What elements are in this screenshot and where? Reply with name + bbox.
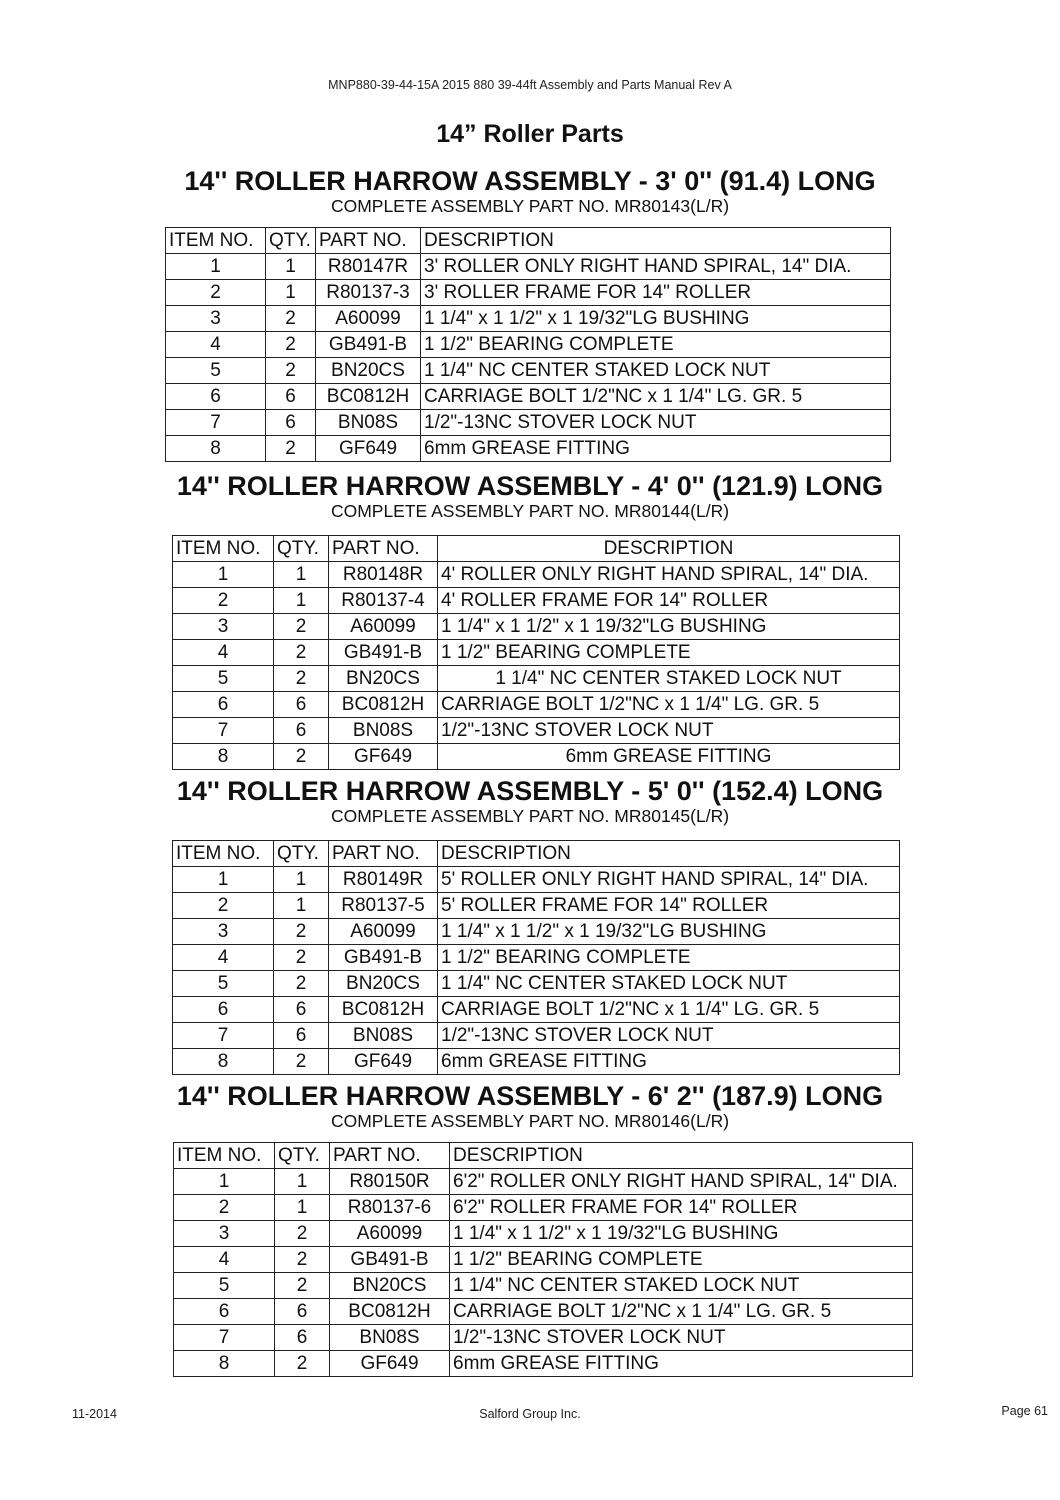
section-subtitle: COMPLETE ASSEMBLY PART NO. MR80144(L/R) [330,501,730,521]
description-cell: 6mm GREASE FITTING [421,436,891,462]
table-row [173,640,900,666]
part-number-cell: R80137-4 [329,588,438,614]
assembly-section-3ft [0,166,1060,216]
table-row [166,410,891,436]
column-header: DESCRIPTION [438,841,900,867]
item-number-cell: 6 [166,384,266,410]
item-number-cell: 4 [174,1247,275,1273]
description-cell: 6mm GREASE FITTING [438,744,900,770]
description-cell: 1 1/4" x 1 1/2" x 1 19/32"LG BUSHING [450,1221,913,1247]
quantity-cell: 2 [274,919,329,945]
description-cell: 1 1/4" x 1 1/2" x 1 19/32"LG BUSHING [438,614,900,640]
part-number-cell: BN08S [329,1023,438,1049]
table-row [174,1325,913,1351]
description-cell: CARRIAGE BOLT 1/2"NC x 1 1/4" LG. GR. 5 [438,997,900,1023]
item-number-cell: 1 [174,1169,275,1195]
item-number-cell: 5 [173,971,274,997]
description-cell: 5' ROLLER ONLY RIGHT HAND SPIRAL, 14" DIA. [438,867,900,893]
description-cell: 6'2" ROLLER FRAME FOR 14" ROLLER [450,1195,913,1221]
section-subtitle: COMPLETE ASSEMBLY PART NO. MR80145(L/R) [330,806,730,826]
item-number-cell: 7 [173,718,274,744]
quantity-cell: 2 [274,666,329,692]
part-number-cell: GB491-B [330,1247,450,1273]
part-number-cell: BN20CS [330,1273,450,1299]
table-row [173,718,900,744]
item-number-cell: 4 [166,332,266,358]
table-row [173,971,900,997]
part-number-cell: BC0812H [329,692,438,718]
table-row [173,562,900,588]
table-row [166,332,891,358]
part-number-cell: GF649 [330,1351,450,1377]
item-number-cell: 2 [166,280,266,306]
quantity-cell: 2 [274,1049,329,1075]
table-row [166,254,891,280]
description-cell: 1/2"-13NC STOVER LOCK NUT [421,410,891,436]
description-cell: 1/2"-13NC STOVER LOCK NUT [450,1325,913,1351]
part-number-cell: R80150R [330,1169,450,1195]
quantity-cell: 6 [274,1023,329,1049]
description-cell: 1 1/4" NC CENTER STAKED LOCK NUT [438,971,900,997]
part-number-cell: BN08S [330,1325,450,1351]
quantity-cell: 2 [275,1247,330,1273]
parts-table-6ft2 [173,1142,913,1377]
column-header: PART NO. [329,841,438,867]
item-number-cell: 8 [173,1049,274,1075]
quantity-cell: 2 [266,306,316,332]
table-row [174,1247,913,1273]
table-row [166,436,891,462]
column-header: PART NO. [329,536,438,562]
table-row [166,384,891,410]
table-row [173,919,900,945]
part-number-cell: GF649 [316,436,421,462]
part-number-cell: GF649 [329,744,438,770]
description-cell: 5' ROLLER FRAME FOR 14" ROLLER [438,893,900,919]
item-number-cell: 3 [173,614,274,640]
item-number-cell: 7 [173,1023,274,1049]
section-title: 14'' ROLLER HARROW ASSEMBLY - 4' 0'' (121.9) LONG [176,471,884,501]
part-number-cell: BC0812H [330,1299,450,1325]
table-row [173,588,900,614]
description-cell: CARRIAGE BOLT 1/2"NC x 1 1/4" LG. GR. 5 [421,384,891,410]
quantity-cell: 1 [274,588,329,614]
part-number-cell: BN08S [316,410,421,436]
item-number-cell: 2 [173,588,274,614]
item-number-cell: 8 [174,1351,275,1377]
part-number-cell: R80148R [329,562,438,588]
assembly-section-6ft2 [0,1081,1060,1131]
table-row [173,1023,900,1049]
quantity-cell: 1 [274,867,329,893]
description-cell: 1 1/2" BEARING COMPLETE [450,1247,913,1273]
column-header: ITEM NO. [174,1143,275,1169]
item-number-cell: 1 [166,254,266,280]
table-row [173,997,900,1023]
column-header: QTY. [266,228,316,254]
table-row [173,945,900,971]
part-number-cell: R80147R [316,254,421,280]
description-cell: 6'2" ROLLER ONLY RIGHT HAND SPIRAL, 14" DIA. [450,1169,913,1195]
description-cell: 4' ROLLER FRAME FOR 14" ROLLER [438,588,900,614]
section-subtitle: COMPLETE ASSEMBLY PART NO. MR80146(L/R) [330,1111,730,1131]
column-header: QTY. [274,536,329,562]
table-row [174,1221,913,1247]
part-number-cell: A60099 [329,919,438,945]
quantity-cell: 1 [274,562,329,588]
section-title: 14'' ROLLER HARROW ASSEMBLY - 5' 0'' (152.4) LONG [176,776,884,806]
table-row [166,306,891,332]
parts-table-3ft [165,227,891,462]
table-row [174,1299,913,1325]
item-number-cell: 6 [174,1299,275,1325]
quantity-cell: 2 [275,1221,330,1247]
description-cell: 1 1/2" BEARING COMPLETE [438,945,900,971]
quantity-cell: 2 [266,332,316,358]
quantity-cell: 2 [266,436,316,462]
table-row [173,614,900,640]
part-number-cell: A60099 [329,614,438,640]
part-number-cell: R80137-5 [329,893,438,919]
column-header: PART NO. [316,228,421,254]
part-number-cell: GB491-B [316,332,421,358]
item-number-cell: 6 [173,692,274,718]
part-number-cell: BN20CS [329,666,438,692]
column-header: DESCRIPTION [421,228,891,254]
quantity-cell: 2 [266,358,316,384]
quantity-cell: 6 [266,384,316,410]
table-row [174,1273,913,1299]
table-header-row [173,536,900,562]
description-cell: 1 1/4" x 1 1/2" x 1 19/32"LG BUSHING [421,306,891,332]
description-cell: 1/2"-13NC STOVER LOCK NUT [438,1023,900,1049]
item-number-cell: 1 [173,562,274,588]
quantity-cell: 2 [274,614,329,640]
item-number-cell: 4 [173,640,274,666]
quantity-cell: 2 [274,744,329,770]
item-number-cell: 8 [166,436,266,462]
footer-company: Salford Group Inc. [479,1407,581,1421]
part-number-cell: GB491-B [329,640,438,666]
quantity-cell: 2 [274,945,329,971]
item-number-cell: 6 [173,997,274,1023]
description-cell: 3' ROLLER FRAME FOR 14" ROLLER [421,280,891,306]
table-row [173,1049,900,1075]
column-header: ITEM NO. [173,841,274,867]
column-header: PART NO. [330,1143,450,1169]
quantity-cell: 6 [274,692,329,718]
description-cell: 1 1/4" x 1 1/2" x 1 19/32"LG BUSHING [438,919,900,945]
item-number-cell: 2 [174,1195,275,1221]
item-number-cell: 3 [174,1221,275,1247]
part-number-cell: R80149R [329,867,438,893]
part-number-cell: GB491-B [329,945,438,971]
quantity-cell: 2 [275,1351,330,1377]
part-number-cell: GF649 [329,1049,438,1075]
assembly-section-5ft [0,776,1060,826]
quantity-cell: 2 [274,971,329,997]
description-cell: CARRIAGE BOLT 1/2"NC x 1 1/4" LG. GR. 5 [438,692,900,718]
part-number-cell: BN08S [329,718,438,744]
description-cell: 1 1/4" NC CENTER STAKED LOCK NUT [438,666,900,692]
item-number-cell: 5 [166,358,266,384]
table-row [174,1351,913,1377]
item-number-cell: 1 [173,867,274,893]
quantity-cell: 6 [275,1325,330,1351]
table-row [173,692,900,718]
table-row [173,744,900,770]
item-number-cell: 3 [173,919,274,945]
quantity-cell: 2 [275,1273,330,1299]
item-number-cell: 7 [174,1325,275,1351]
quantity-cell: 6 [266,410,316,436]
table-row [173,893,900,919]
description-cell: 1 1/2" BEARING COMPLETE [438,640,900,666]
table-row [166,358,891,384]
description-cell: 1 1/4" NC CENTER STAKED LOCK NUT [450,1273,913,1299]
quantity-cell: 1 [275,1169,330,1195]
item-number-cell: 7 [166,410,266,436]
description-cell: 4' ROLLER ONLY RIGHT HAND SPIRAL, 14" DIA. [438,562,900,588]
table-header-row [174,1143,913,1169]
section-title: 14'' ROLLER HARROW ASSEMBLY - 3' 0'' (91.4) LONG [184,166,876,196]
footer-date: 11-2014 [72,1407,117,1421]
section-subtitle: COMPLETE ASSEMBLY PART NO. MR80143(L/R) [330,196,730,216]
item-number-cell: 5 [174,1273,275,1299]
description-cell: 1 1/2" BEARING COMPLETE [421,332,891,358]
table-header-row [173,841,900,867]
table-row [166,280,891,306]
part-number-cell: BC0812H [329,997,438,1023]
quantity-cell: 6 [274,997,329,1023]
quantity-cell: 1 [266,280,316,306]
part-number-cell: BN20CS [316,358,421,384]
quantity-cell: 1 [274,893,329,919]
item-number-cell: 5 [173,666,274,692]
parts-table-4ft [172,535,900,770]
quantity-cell: 6 [274,718,329,744]
part-number-cell: BN20CS [329,971,438,997]
table-row [174,1169,913,1195]
description-cell: 1/2"-13NC STOVER LOCK NUT [438,718,900,744]
description-cell: 6mm GREASE FITTING [438,1049,900,1075]
item-number-cell: 4 [173,945,274,971]
quantity-cell: 2 [274,640,329,666]
column-header: QTY. [274,841,329,867]
part-number-cell: R80137-3 [316,280,421,306]
page-title: 14” Roller Parts [436,120,624,148]
part-number-cell: BC0812H [316,384,421,410]
assembly-section-4ft [0,471,1060,521]
document-header: MNP880-39-44-15A 2015 880 39-44ft Assembly and Parts Manual Rev A [328,78,732,92]
table-header-row [166,228,891,254]
table-row [173,867,900,893]
footer-page-number: Page 61 [1001,1404,1048,1418]
section-title: 14'' ROLLER HARROW ASSEMBLY - 6' 2'' (187.9) LONG [176,1081,884,1111]
column-header: ITEM NO. [173,536,274,562]
part-number-cell: A60099 [316,306,421,332]
table-row [174,1195,913,1221]
item-number-cell: 3 [166,306,266,332]
column-header: DESCRIPTION [438,536,900,562]
quantity-cell: 1 [266,254,316,280]
part-number-cell: R80137-6 [330,1195,450,1221]
item-number-cell: 2 [173,893,274,919]
column-header: ITEM NO. [166,228,266,254]
description-cell: 6mm GREASE FITTING [450,1351,913,1377]
column-header: DESCRIPTION [450,1143,913,1169]
item-number-cell: 8 [173,744,274,770]
column-header: QTY. [275,1143,330,1169]
quantity-cell: 1 [275,1195,330,1221]
table-row [173,666,900,692]
parts-table-5ft [172,840,900,1075]
part-number-cell: A60099 [330,1221,450,1247]
description-cell: 1 1/4" NC CENTER STAKED LOCK NUT [421,358,891,384]
quantity-cell: 6 [275,1299,330,1325]
description-cell: CARRIAGE BOLT 1/2"NC x 1 1/4" LG. GR. 5 [450,1299,913,1325]
description-cell: 3' ROLLER ONLY RIGHT HAND SPIRAL, 14" DIA. [421,254,891,280]
